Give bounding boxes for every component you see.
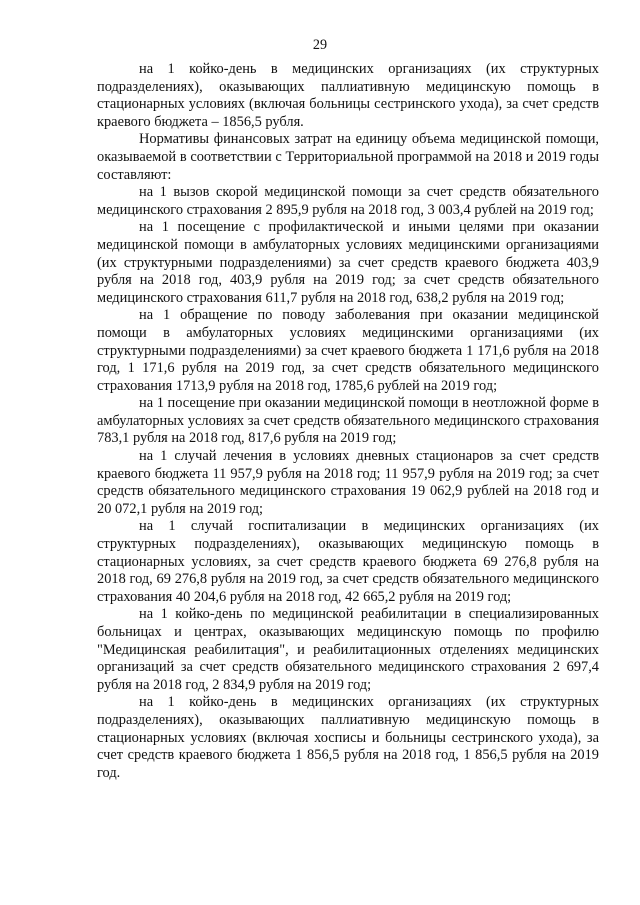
- paragraph-palliative-intro: на 1 койко-день в медицинских организациях (их структурных подразделениях), оказывающих паллиативную медицинскую помощь в стационарных условиях (включая больницы сестринского ухода), за счет средств краевого бюджета – 1856,5 рубля.: [97, 61, 599, 130]
- page-number: 29: [312, 37, 328, 53]
- paragraph-disease-visit: на 1 обращение по поводу заболевания при оказании медицинской помощи в амбулаторных условиях медицинскими организациями (их структурными подразделениями) за счет краевого бюджета 1 171,6 рубля на 2018 год, 1 171,6 рубля на 2019 год, за счет средств обязательного медицинского страхования 1713,9 рубля на 2018 год, 1785,6 рублей на 2019 год;: [97, 307, 599, 394]
- paragraph-preventive-visit: на 1 посещение с профилактической и иными целями при оказании медицинской помощи в амбулаторных условиях медицинскими организациями (их структурными подразделениями) за счет средств краевого бюджета 403,9 рубля на 2018 год, 403,9 рубля на 2019 год; за счет средств обязательного медицинского страхования 611,7 рубля на 2018 год, 638,2 рубля на 2019 год;: [97, 219, 599, 306]
- paragraph-day-hospital: на 1 случай лечения в условиях дневных стационаров за счет средств краевого бюджета 11 957,9 рубля на 2018 год; 11 957,9 рубля на 2019 год; за счет средств обязательного медицинского страхования 19 062,9 рублей на 2018 год и 20 072,1 рубля на 2019 год;: [97, 448, 599, 517]
- paragraph-cost-standards-heading: Нормативы финансовых затрат на единицу объема медицинской помощи, оказываемой в соответствии с Территориальной программой на 2018 и 2019 годы составляют:: [97, 131, 599, 183]
- paragraph-ambulance-call: на 1 вызов скорой медицинской помощи за счет средств обязательного медицинского страхования 2 895,9 рубля на 2018 год, 3 003,4 рублей на 2019 год;: [97, 184, 599, 218]
- paragraph-rehabilitation: на 1 койко-день по медицинской реабилитации в специализированных больницах и центрах, оказывающих медицинскую помощь по профилю "Медицинская реабилитация", и реабилитационных отделениях медицинских организаций за счет средств обязательного медицинского страхования 2 697,4 рубля на 2018 год, 2 834,9 рубля на 2019 год;: [97, 606, 599, 693]
- paragraph-hospitalization: на 1 случай госпитализации в медицинских организациях (их структурных подразделениях), оказывающих медицинскую помощь в стационарных условиях, за счет средств краевого бюджета 69 276,8 рубля на 2018 год, 69 276,8 рубля на 2019 год, за счет средств обязательного медицинского страхования 40 204,6 рубля на 2018 год, 42 665,2 рубля на 2019 год;: [97, 518, 599, 605]
- document-body: [97, 61, 599, 782]
- paragraph-palliative-bed-day: на 1 койко-день в медицинских организациях (их структурных подразделениях), оказывающих паллиативную медицинскую помощь в стационарных условиях (включая хосписы и больницы сестринского ухода), за счет средств краевого бюджета 1 856,5 рубля на 2018 год, 1 856,5 рубля на 2019 год.: [97, 694, 599, 781]
- paragraph-urgent-visit: на 1 посещение при оказании медицинской помощи в неотложной форме в амбулаторных условиях за счет средств обязательного медицинского страхования 783,1 рубля на 2018 год, 817,6 рубля на 2019 год;: [97, 395, 599, 447]
